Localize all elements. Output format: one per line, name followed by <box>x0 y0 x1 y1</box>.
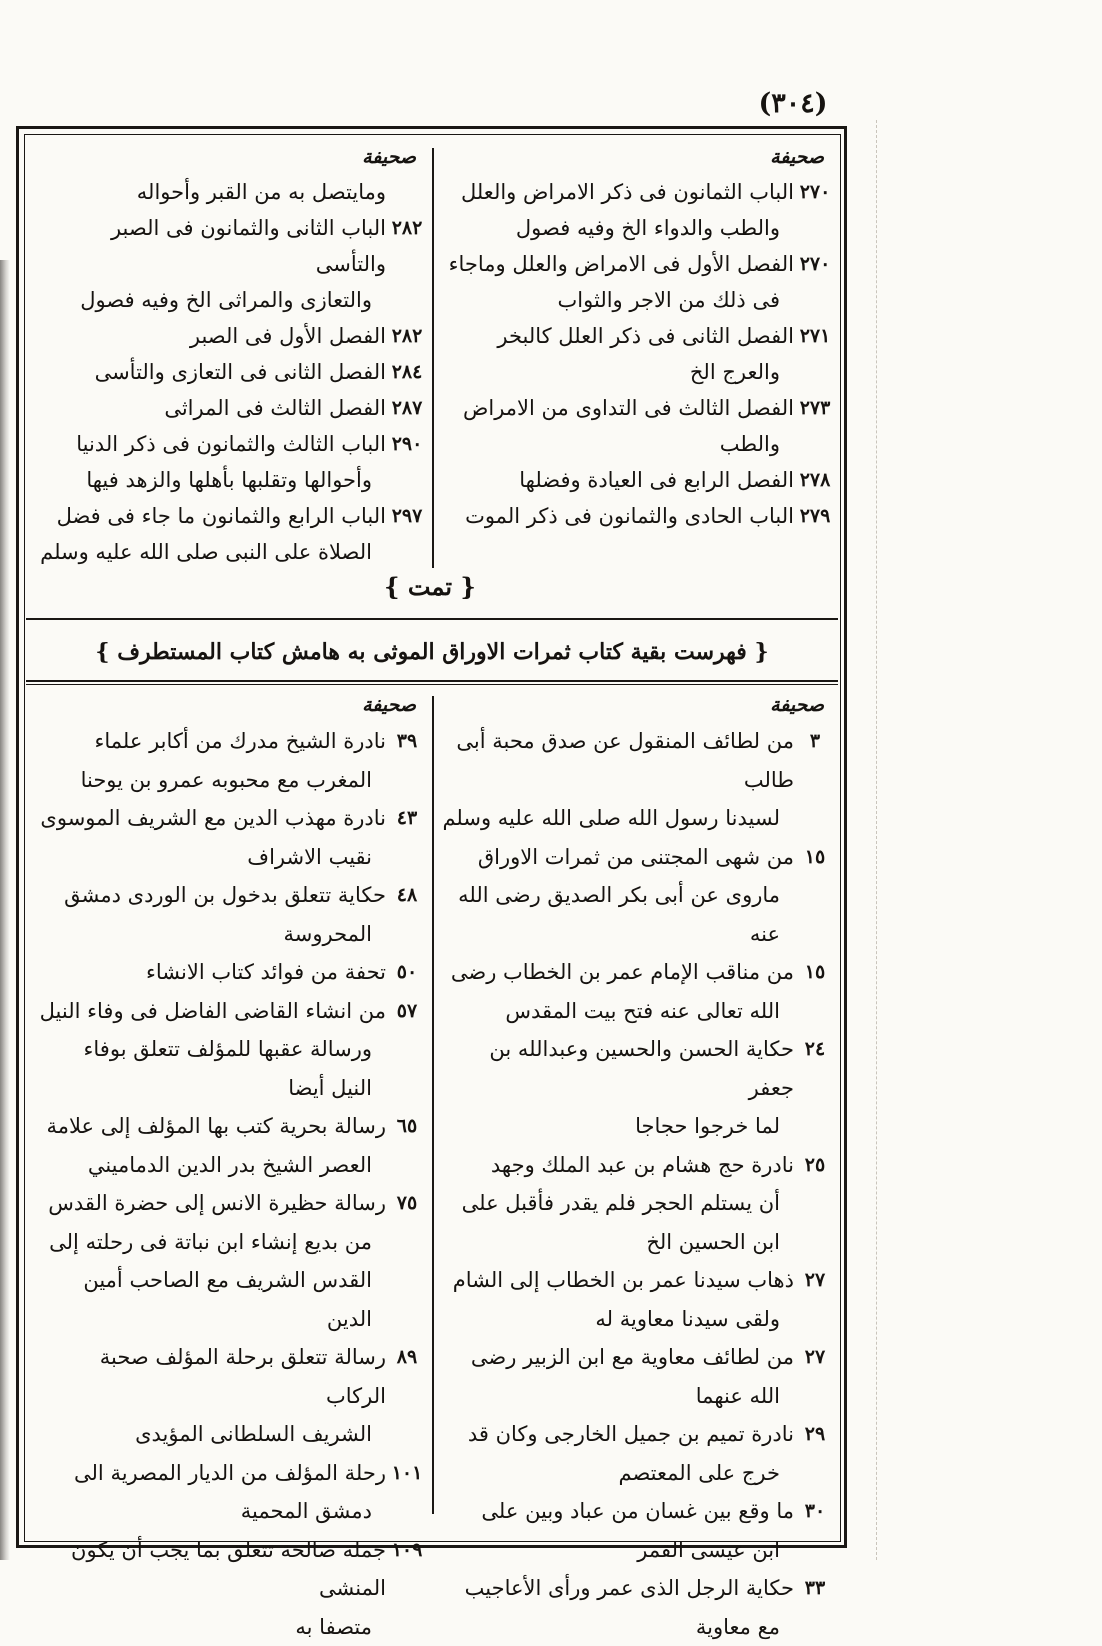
entry-title <box>32 1184 386 1338</box>
entry-page-number: ٢٩ <box>794 1415 836 1454</box>
entry-title <box>32 426 386 498</box>
index-entry <box>436 722 836 838</box>
entry-title-line: دمشق المحمية <box>38 1492 386 1531</box>
entry-title <box>436 1146 794 1262</box>
entry-title-line: من لطائف المنقول عن صدق محبة أبى طالب <box>442 722 794 799</box>
index-entry <box>32 354 428 390</box>
entry-title <box>436 390 794 462</box>
entry-page-number: ٣٣ <box>794 1569 836 1608</box>
entry-title <box>32 799 386 876</box>
index-entry <box>32 1338 428 1454</box>
entry-page-number: ٢٥ <box>794 1146 836 1185</box>
entry-page-number: ٣٠ <box>794 1492 836 1531</box>
column-header: صحيفة <box>436 688 836 722</box>
entry-page-number: ١٥ <box>794 953 836 992</box>
entry-title <box>32 498 386 570</box>
entry-title-line: الباب الثالث والثمانون فى ذكر الدنيا <box>38 426 386 462</box>
index-entry <box>436 246 836 318</box>
entry-title <box>32 1338 386 1454</box>
entry-title-line: والعرج الخ <box>442 354 794 390</box>
entry-page-number: ٢٤ <box>794 1030 836 1069</box>
index-entry <box>32 1184 428 1338</box>
entry-title <box>436 1261 794 1338</box>
entry-title-line: من لطائف معاوية مع ابن الزبير رضى <box>442 1338 794 1377</box>
column-header: صحيفة <box>436 140 836 174</box>
index-entry <box>436 838 836 954</box>
entry-title <box>436 722 794 838</box>
entry-title-line: والتعازى والمراثى الخ وفيه فصول <box>38 282 386 318</box>
divider-line <box>26 684 838 685</box>
entry-title-line: الفصل الرابع فى العيادة وفضلها <box>442 462 794 498</box>
entry-title-line: رسالة تتعلق برحلة المؤلف صحبة الركاب <box>38 1338 386 1415</box>
entry-page-number: ٢٧٨ <box>794 462 836 498</box>
index-entry <box>436 1030 836 1146</box>
entry-title-line: الله عنهما <box>442 1377 794 1416</box>
index-entry <box>32 426 428 498</box>
entry-page-number: ٥٠ <box>386 953 428 992</box>
entry-title-line: والطب والدواء الخ وفيه فصول <box>442 210 794 246</box>
entry-page-number: ٥٧ <box>386 992 428 1031</box>
entry-page-number: ٢٩٧ <box>386 498 428 534</box>
entry-title-line: الباب الحادى والثمانون فى ذكر الموت <box>442 498 794 534</box>
index-entry <box>32 953 428 992</box>
entry-title-line: الفصل الثالث فى التداوى من الامراض <box>442 390 794 426</box>
entry-title-line: العصر الشيخ بدر الدين الدماميني <box>38 1146 386 1185</box>
entry-page-number: ٢٩٠ <box>386 426 428 462</box>
entry-title-line: حكاية تتعلق بدخول بن الوردى دمشق <box>38 876 386 915</box>
column-header: صحيفة <box>32 688 428 722</box>
entry-title <box>436 246 794 318</box>
index-column-left <box>32 140 428 624</box>
index-section-main <box>28 140 836 624</box>
entry-title-line: حكاية الرجل الذى عمر ورأى الأعاجيب <box>442 1569 794 1608</box>
entry-title <box>32 876 386 953</box>
entry-title <box>436 1030 794 1146</box>
index-entry <box>32 876 428 953</box>
index-entry <box>436 953 836 1030</box>
entry-title <box>32 1531 386 1646</box>
entry-title-line: فى ذلك من الاجر والثواب <box>442 282 794 318</box>
entry-title-line: النيل أيضا <box>38 1069 386 1108</box>
entry-title <box>32 318 386 354</box>
entry-title <box>32 953 386 992</box>
entry-title-line: نادرة مهذب الدين مع الشريف الموسوى <box>38 799 386 838</box>
entry-title-line: جملة صالحة تتعلق بما يجب أن يكون المنشى <box>38 1531 386 1608</box>
index-entry <box>32 210 428 318</box>
entry-title <box>436 1415 794 1492</box>
entry-title-line: ابن عيسى القمر <box>442 1531 794 1570</box>
index-column-right <box>436 688 836 1540</box>
entry-title <box>436 462 794 498</box>
column-divider <box>432 696 434 1514</box>
index-entry <box>32 498 428 570</box>
entry-title-line: الفصل الأول فى الامراض والعلل وماجاء <box>442 246 794 282</box>
entry-title-line: أن يستلم الحجر فلم يقدر فأقبل على <box>442 1184 794 1223</box>
entry-title-line: نادرة حج هشام بن عبد الملك وجهد <box>442 1146 794 1185</box>
entry-title-line: الفصل الأول فى الصبر <box>38 318 386 354</box>
index-entry <box>436 1415 836 1492</box>
entry-page-number: ٢٨٢ <box>386 318 428 354</box>
entry-page-number: ٣ <box>794 722 836 761</box>
entry-title-line: رسالة بحرية كتب بها المؤلف إلى علامة <box>38 1107 386 1146</box>
entry-page-number: ٢٧٠ <box>794 174 836 210</box>
entry-title-line: خرج على المعتصم <box>442 1454 794 1493</box>
index-entry <box>436 1492 836 1569</box>
entry-title-line: وأحوالها وتقلبها بأهلها والزهد فيها <box>38 462 386 498</box>
page-margin-crease <box>876 120 877 1560</box>
index-entry <box>436 1146 836 1262</box>
entry-title <box>436 1569 794 1646</box>
index-entry <box>32 390 428 426</box>
entry-page-number: ٢٨٢ <box>386 210 428 246</box>
index-entry <box>32 1454 428 1531</box>
entry-page-number: ٢٨٤ <box>386 354 428 390</box>
entry-title-line: ولقى سيدنا معاوية له <box>442 1300 794 1339</box>
entry-title <box>436 318 794 390</box>
entry-title-line: الفصل الثانى فى ذكر العلل كالبخر <box>442 318 794 354</box>
entries <box>32 722 428 1646</box>
entry-title-line: ورسالة عقبها للمؤلف تتعلق بوفاء <box>38 1030 386 1069</box>
entry-title <box>436 174 794 246</box>
entries <box>436 174 836 534</box>
entry-title-line: ما وقع بين غسان من عباد وبين على <box>442 1492 794 1531</box>
entry-page-number: ٢٧٠ <box>794 246 836 282</box>
index-entry <box>436 174 836 246</box>
section-title: { فهرست بقية كتاب ثمرات الاوراق الموثى به هامش كتاب المستطرف } <box>26 628 838 676</box>
index-entry <box>436 390 836 462</box>
entry-title <box>32 174 386 210</box>
entries <box>32 174 428 570</box>
entry-page-number: ٢٧ <box>794 1338 836 1377</box>
entry-title-line: حكاية الحسن والحسين وعبدالله بن جعفر <box>442 1030 794 1107</box>
entry-title-line: من بديع إنشاء ابن نباتة فى رحلته إلى <box>38 1223 386 1262</box>
index-section-appendix <box>28 688 836 1540</box>
entry-page-number: ٧٥ <box>386 1184 428 1223</box>
entry-page-number: ٢٨٧ <box>386 390 428 426</box>
entry-title-line: نادرة الشيخ مدرك من أكابر علماء <box>38 722 386 761</box>
entry-title-line: الفصل الثانى فى التعازى والتأسى <box>38 354 386 390</box>
entry-title-line: مع معاوية <box>442 1608 794 1646</box>
index-entry <box>32 174 428 210</box>
entry-title-line: الباب الثانى والثمانون فى الصبر والتأسى <box>38 210 386 282</box>
page-number: (٣٠٤) <box>738 88 848 119</box>
index-entry <box>436 1261 836 1338</box>
entry-title-line: ذهاب سيدنا عمر بن الخطاب إلى الشام <box>442 1261 794 1300</box>
entry-title-line: متصفا به <box>38 1608 386 1646</box>
entry-title-line: المغرب مع محبوبه عمرو بن يوحنا <box>38 761 386 800</box>
index-entry <box>32 992 428 1108</box>
index-entry <box>32 799 428 876</box>
entry-title-line: الباب الرابع والثمانون ما جاء فى فضل <box>38 498 386 534</box>
entry-title-line: الباب الثمانون فى ذكر الامراض والعلل <box>442 174 794 210</box>
index-entry <box>32 722 428 799</box>
entry-page-number: ١٠٩ <box>386 1531 428 1570</box>
index-entry <box>32 1107 428 1184</box>
entry-title-line: لسيدنا رسول الله صلى الله عليه وسلم <box>442 799 794 838</box>
entry-title-line: المحروسة <box>38 915 386 954</box>
entry-title-line: ابن الحسين الخ <box>442 1223 794 1262</box>
entry-title-line: الله تعالى عنه فتح بيت المقدس <box>442 992 794 1031</box>
entry-title-line: من شهى المجتنى من ثمرات الاوراق <box>442 838 794 877</box>
entry-title <box>32 992 386 1108</box>
entry-title-line: رحلة المؤلف من الديار المصرية الى <box>38 1454 386 1493</box>
index-entry <box>436 318 836 390</box>
entry-page-number: ٤٣ <box>386 799 428 838</box>
entry-page-number: ٦٥ <box>386 1107 428 1146</box>
entries <box>436 722 836 1646</box>
entry-title-line: نادرة تميم بن جميل الخارجى وكان قد <box>442 1415 794 1454</box>
entry-title-line: الصلاة على النبى صلى الله عليه وسلم <box>38 534 386 570</box>
entry-title-line: رسالة حظيرة الانس إلى حضرة القدس <box>38 1184 386 1223</box>
entry-page-number: ٤٨ <box>386 876 428 915</box>
entry-page-number: ٢٧ <box>794 1261 836 1300</box>
divider-line <box>26 618 838 620</box>
end-mark: { تمت } <box>0 572 860 601</box>
entry-title-line: من مناقب الإمام عمر بن الخطاب رضى <box>442 953 794 992</box>
index-column-right <box>436 140 836 624</box>
index-entry <box>436 498 836 534</box>
entry-title-line: نقيب الاشراف <box>38 838 386 877</box>
index-entry <box>436 1338 836 1415</box>
entry-title <box>32 390 386 426</box>
entry-page-number: ٢٧١ <box>794 318 836 354</box>
entry-title <box>32 354 386 390</box>
entry-title-line: تحفة من فوائد كتاب الانشاء <box>38 953 386 992</box>
entry-page-number: ٨٩ <box>386 1338 428 1377</box>
entry-title <box>436 838 794 954</box>
entry-page-number: ٣٩ <box>386 722 428 761</box>
index-entry <box>32 1531 428 1646</box>
scan-shadow-edge <box>0 260 10 1560</box>
entry-title-line: الفصل الثالث فى المراثى <box>38 390 386 426</box>
index-entry <box>436 462 836 498</box>
column-header: صحيفة <box>32 140 428 174</box>
entry-title-line: والطب <box>442 426 794 462</box>
entry-title-line: القدس الشريف مع الصاحب أمين الدين <box>38 1261 386 1338</box>
entry-title <box>32 722 386 799</box>
entry-page-number: ٢٧٩ <box>794 498 836 534</box>
entry-title <box>32 1107 386 1184</box>
entry-title-line: ومايتصل به من القبر وأحواله <box>38 174 386 210</box>
entry-title <box>436 1338 794 1415</box>
entry-page-number: ٢٧٣ <box>794 390 836 426</box>
entry-title-line: ماروى عن أبى بكر الصديق رضى الله عنه <box>442 876 794 953</box>
entry-title-line: من انشاء القاضى الفاضل فى وفاء النيل <box>38 992 386 1031</box>
entry-title-line: لما خرجوا حجاجا <box>442 1107 794 1146</box>
entry-title <box>436 498 794 534</box>
entry-title <box>32 210 386 318</box>
column-divider <box>432 148 434 568</box>
index-entry <box>32 318 428 354</box>
entry-page-number: ١٥ <box>794 838 836 877</box>
index-column-left <box>32 688 428 1540</box>
index-entry <box>436 1569 836 1646</box>
entry-title <box>32 1454 386 1531</box>
entry-title <box>436 1492 794 1569</box>
entry-page-number: ١٠١ <box>386 1454 428 1493</box>
entry-title <box>436 953 794 1030</box>
entry-title-line: الشريف السلطانى المؤيدى <box>38 1415 386 1454</box>
divider-line <box>26 680 838 682</box>
